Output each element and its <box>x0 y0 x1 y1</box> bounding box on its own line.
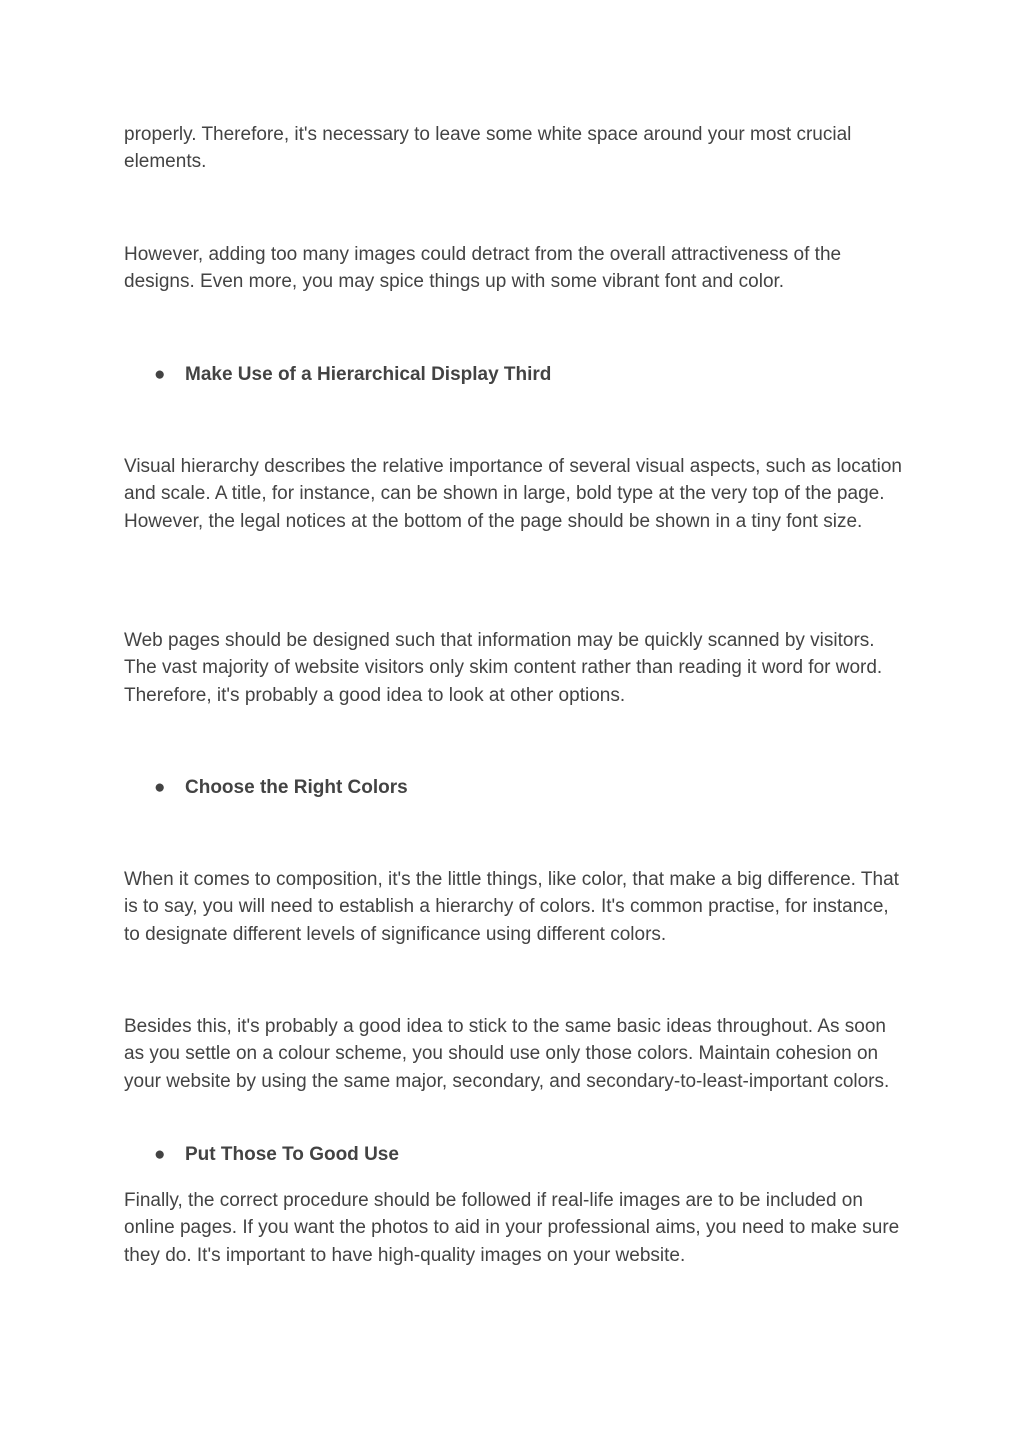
paragraph-visual-hierarchy: Visual hierarchy describes the relative importance of several visual aspects, such as location and scale. A title, for instance, can be shown in large, bold type at the very top of the page. However, the legal notices at the bottom of the page should be shown in a tiny font size. <box>124 456 902 532</box>
paragraph-color-scheme: Besides this, it's probably a good idea to stick to the same basic ideas throughout. As soon as you settle on a colour scheme, you should use only those colors. Maintain cohesion on your website by using the same major, secondary, and secondary-to-least-important colors. <box>124 1016 890 1092</box>
paragraph-real-life-images: Finally, the correct procedure should be followed if real-life images are to be included on online pages. If you want the photos to aid in your professional aims, you need to make sure they do. It's important to have high-quality images on your website. <box>124 1190 900 1266</box>
bullet-good-use <box>154 1141 854 1168</box>
bullet-heading-text: Make Use of a Hierarchical Display Third <box>185 364 552 385</box>
bullet-hierarchical-display <box>154 361 854 388</box>
paragraph-scanning: Web pages should be designed such that information may be quickly scanned by visitors. The vast majority of website visitors only skim content rather than reading it word for word. Therefore, it's probably a good idea to look at other options. <box>124 630 883 706</box>
paragraph-composition-color: When it comes to composition, it's the little things, like color, that make a big difference. That is to say, you will need to establish a hierarchy of colors. It's common practise, for instance, to designate different levels of significance using different colors. <box>124 869 899 945</box>
bullet-heading-text: Put Those To Good Use <box>185 1144 399 1165</box>
bullet-heading-text: Choose the Right Colors <box>185 777 408 798</box>
paragraph-white-space: properly. Therefore, it's necessary to leave some white space around your most crucial elements. <box>124 124 852 173</box>
bullet-marker: ● <box>154 1144 166 1165</box>
bullet-right-colors <box>154 774 854 801</box>
bullet-marker: ● <box>154 364 166 385</box>
paragraph-images: However, adding too many images could detract from the overall attractiveness of the designs. Even more, you may spice things up with some vibrant font and color. <box>124 244 842 293</box>
bullet-marker: ● <box>154 777 166 798</box>
